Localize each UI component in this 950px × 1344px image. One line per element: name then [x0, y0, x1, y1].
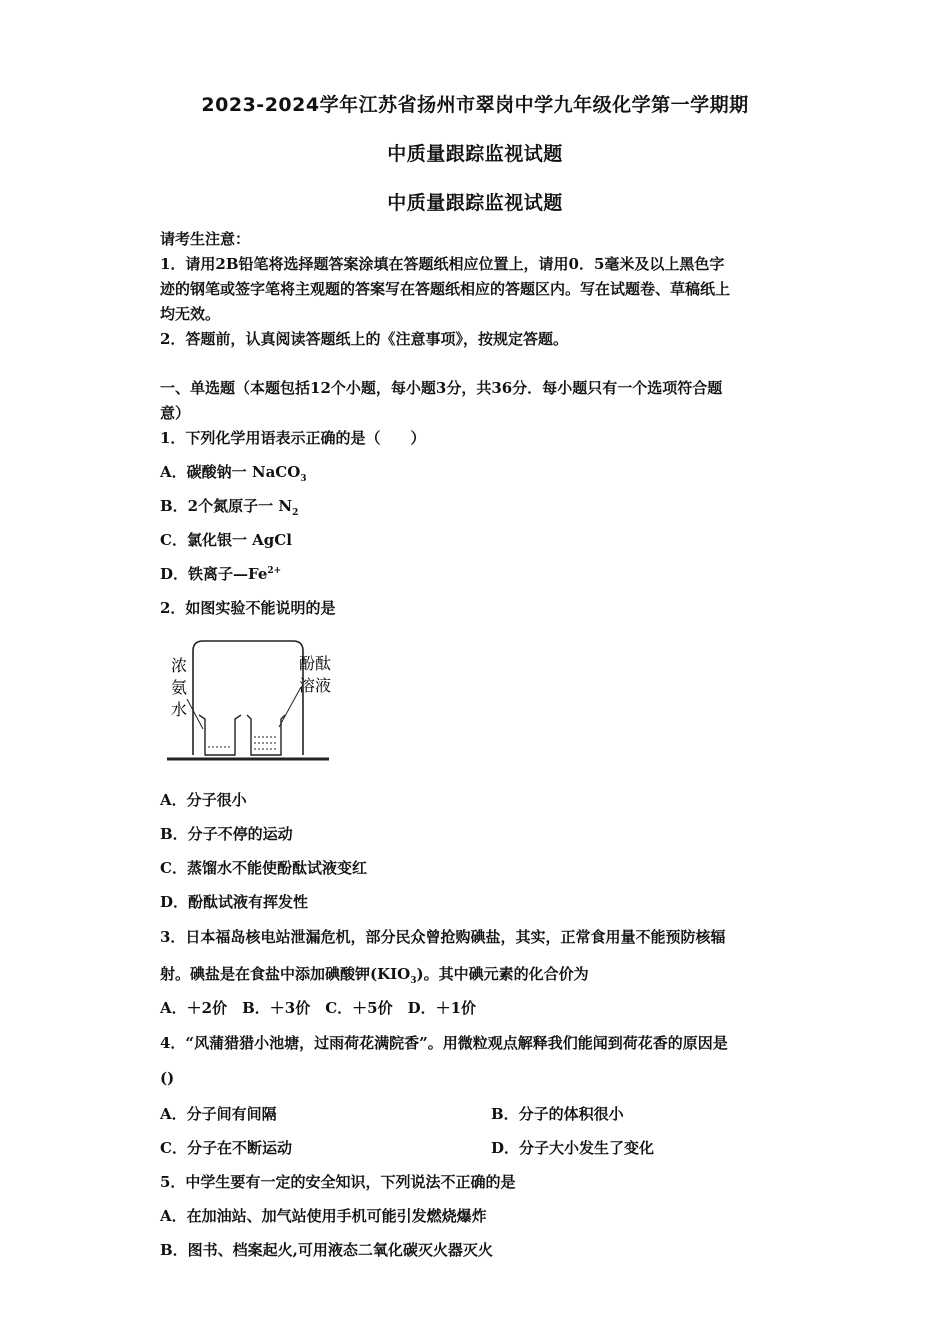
label-concentrated: 浓 [171, 656, 188, 675]
title-line-1: 2023-2024学年江苏省扬州市翠岗中学九年级化学第一学期期 [201, 94, 749, 116]
q2-option-a: A．分子很小 [160, 791, 247, 809]
q4-stem-line2: () [160, 1069, 175, 1087]
q3-stem-line1: 3．日本福岛核电站泄漏危机，部分民众曾抢购碘盐，其实，正常食用量不能预防核辐 [160, 928, 726, 946]
title-line-3: 中质量跟踪监视试题 [387, 192, 563, 214]
section-heading-line2: 意） [160, 404, 191, 422]
q4-stem-line1: 4．“风蒲猎猎小池塘，过雨荷花满院香”。用微粒观点解释我们能闻到荷花香的原因是 [160, 1034, 728, 1052]
section-heading-line1: 一、单选题（本题包括12个小题，每小题3分，共36分．每小题只有一个选项符合题 [160, 379, 723, 397]
label-phenolphthalein: 酚酞 [299, 654, 332, 673]
title-line-2: 中质量跟踪监视试题 [387, 143, 563, 165]
notice-item1-line3: 均无效。 [160, 305, 221, 323]
notice-item2: 2．答题前，认真阅读答题纸上的《注意事项》，按规定答题。 [160, 330, 568, 348]
notice-item1-line2: 迹的钢笔或签字笔将主观题的答案写在答题纸相应的答题区内。写在试题卷、草稿纸上 [160, 280, 731, 298]
q1-option-b: B．2个氮原子一 $N_2$ [160, 497, 299, 518]
q1-stem: 1．下列化学用语表示正确的是（ ） [160, 429, 426, 447]
q3-stem-line2: 射。碘盐是在食盐中添加碘酸钾$(KIO_3)$。其中碘元素的化合价为 [160, 965, 589, 986]
q2-option-b: B．分子不停的运动 [160, 825, 293, 843]
label-ammonia: 氨 [171, 678, 188, 697]
notice-heading: 请考生注意： [160, 230, 251, 248]
q1-option-d: D．铁离子$—Fe^{2+}$ [160, 565, 282, 583]
q1-option-c: C．氯化银一 AgCl [160, 531, 292, 549]
q4-option-b: B．分子的体积很小 [491, 1105, 624, 1123]
ammonia-experiment-figure [165, 637, 345, 767]
q2-stem: 2．如图实验不能说明的是 [160, 599, 336, 617]
q3-options: A．＋2价 B．＋3价 C．＋5价 D．＋1价 [160, 999, 477, 1017]
q5-option-b: B．图书、档案起火,可用液态二氧化碳灭火器灭火 [160, 1241, 493, 1259]
notice-item1-line1: 1．请用2B铅笔将选择题答案涂填在答题纸相应位置上，请用0．5毫米及以上黑色字 [160, 255, 725, 273]
q1-option-a: A．碳酸钠一 NaCO$_3$ [160, 463, 307, 484]
q2-option-c: C．蒸馏水不能使酚酞试液变红 [160, 859, 367, 877]
q4-option-a: A．分子间有间隔 [160, 1105, 277, 1123]
q4-option-d: D．分子大小发生了变化 [491, 1139, 655, 1157]
q4-option-c: C．分子在不断运动 [160, 1139, 292, 1157]
q5-option-a: A．在加油站、加气站使用手机可能引发燃烧爆炸 [160, 1207, 487, 1225]
label-water: 水 [171, 700, 188, 719]
q5-stem: 5．中学生要有一定的安全知识，下列说法不正确的是 [160, 1173, 516, 1191]
q2-option-d: D．酚酞试液有挥发性 [160, 893, 309, 911]
label-solution: 溶液 [299, 676, 332, 695]
